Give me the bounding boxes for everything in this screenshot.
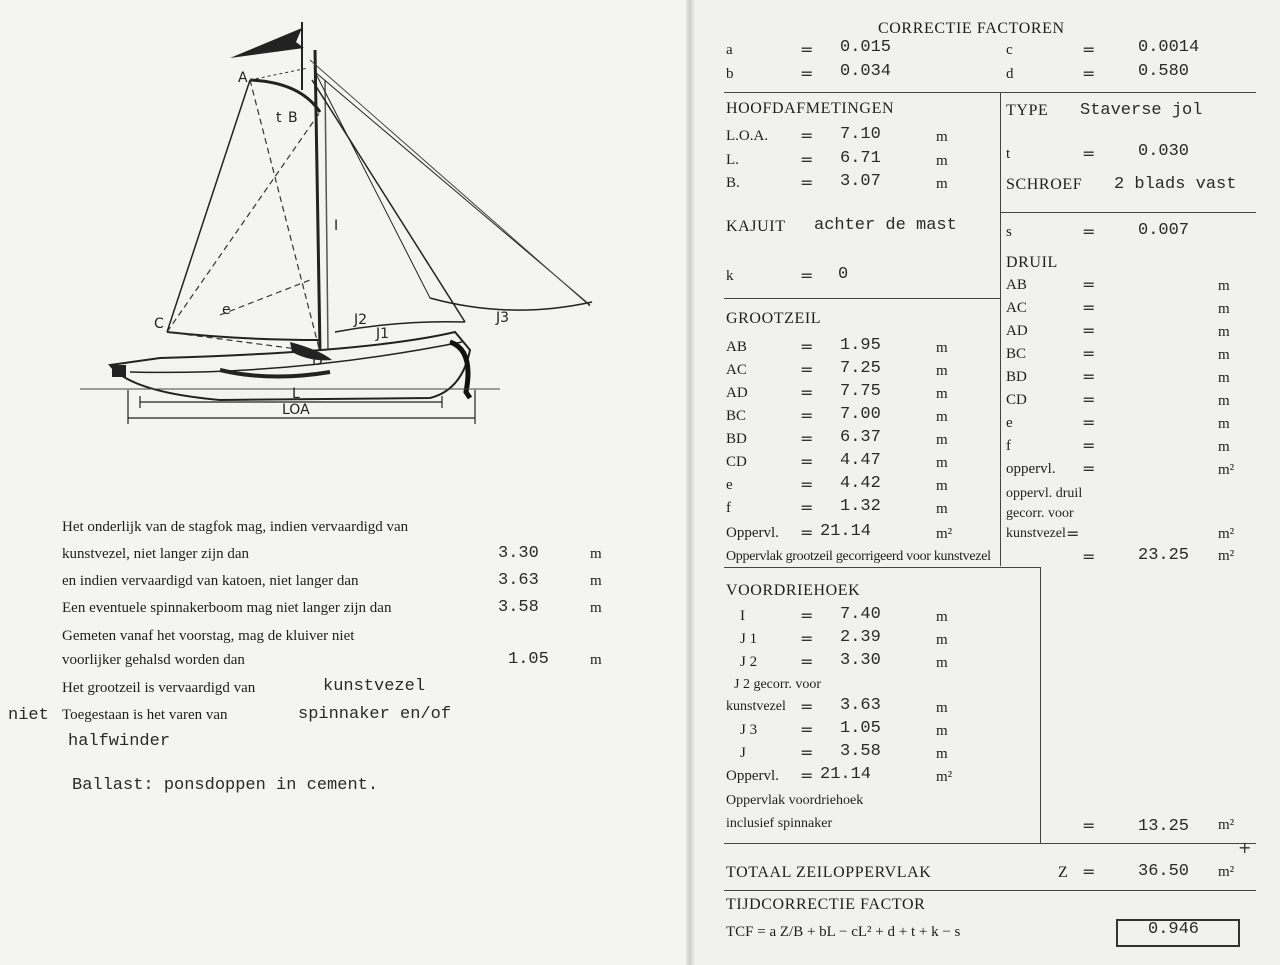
- eq-sign: =: [800, 606, 814, 625]
- sail-material-value: kunstvezel: [323, 677, 426, 696]
- vd-oppervl-value: 21.14: [820, 765, 872, 784]
- eq-sign: =: [1082, 275, 1096, 294]
- druil-title: DRUIL: [1006, 254, 1058, 271]
- row-value: 2.39: [840, 628, 881, 647]
- note-unit-2: m: [590, 546, 602, 562]
- row-value: 6.37: [840, 428, 881, 447]
- row-label: J: [740, 745, 746, 761]
- hull: [110, 332, 470, 400]
- row-label: CD: [1006, 392, 1027, 408]
- pennant-icon: [230, 28, 304, 58]
- row-unit: m: [936, 655, 948, 671]
- grootzeil-title: GROOTZEIL: [726, 310, 822, 327]
- row-label: f: [1006, 438, 1011, 454]
- note-unit-6: m: [590, 652, 602, 668]
- schroef-value: 2 blads vast: [1114, 175, 1237, 194]
- row-label: I: [740, 608, 745, 624]
- note-line-2: kunstvezel, niet langer zijn dan: [62, 546, 250, 562]
- row-label: BC: [726, 408, 747, 424]
- voordriehoek-title: VOORDRIEHOEK: [726, 582, 861, 599]
- vd-corr-value: 13.25: [1138, 817, 1190, 836]
- row-unit: m: [936, 609, 948, 625]
- row-unit: m: [936, 632, 948, 648]
- row-unit: m: [1218, 324, 1230, 340]
- row-unit: m: [936, 409, 948, 425]
- note-value-4: 3.58: [498, 598, 539, 617]
- row-value: 7.75: [840, 382, 881, 401]
- corr-d-label: d: [1006, 66, 1014, 82]
- hoofd-loa-label: L.O.A.: [726, 128, 769, 144]
- eq-sign: =: [800, 126, 814, 145]
- label-j2: J2: [354, 312, 368, 328]
- vd-corr-unit: m²: [1218, 817, 1235, 833]
- row-value: 3.30: [840, 651, 881, 670]
- druil-corr-line3: kunstvezel: [1006, 526, 1066, 541]
- kajuit-k-label: k: [726, 268, 734, 284]
- mast: [315, 50, 320, 352]
- note-unit-4: m: [590, 600, 602, 616]
- page-fold: [686, 0, 694, 965]
- grootzeil-corr-label: Oppervlak grootzeil gecorrigeerd voor kunstvezel: [726, 549, 991, 564]
- row-unit: m: [1218, 439, 1230, 455]
- hoofd-b-label: B.: [726, 175, 740, 191]
- row-unit: m: [936, 478, 948, 494]
- eq-sign: =: [800, 337, 814, 356]
- eq-sign: =: [1066, 524, 1080, 543]
- eq-sign: =: [800, 743, 814, 762]
- row-label: BD: [726, 431, 747, 447]
- eq-sign: =: [1082, 40, 1096, 59]
- row-label: e: [726, 477, 733, 493]
- row-unit: m: [936, 746, 948, 762]
- hoofd-b-value: 3.07: [840, 172, 881, 191]
- eq-sign: =: [1082, 862, 1096, 881]
- permission-prefix: niet: [8, 706, 49, 725]
- label-d: D: [312, 353, 323, 369]
- row-unit: m: [1218, 278, 1230, 294]
- totaal-unit: m²: [1218, 864, 1235, 880]
- row-value: 1.32: [840, 497, 881, 516]
- gaff: [250, 80, 320, 112]
- row-unit: m: [936, 386, 948, 402]
- label-c: C: [154, 316, 164, 332]
- schroef-s-label: s: [1006, 224, 1012, 240]
- rule: [724, 843, 1256, 844]
- eq-sign: =: [1082, 547, 1096, 566]
- tijdcorrectie-title: TIJDCORRECTIE FACTOR: [726, 896, 926, 913]
- rule: [1000, 212, 1256, 213]
- row-unit: m²: [1218, 462, 1235, 478]
- eq-sign: =: [1082, 64, 1096, 83]
- hoofd-l-unit: m: [936, 153, 948, 169]
- vd-j2corr-value: 3.63: [840, 696, 881, 715]
- row-value: 4.42: [840, 474, 881, 493]
- row-value: 3.58: [840, 742, 881, 761]
- corr-c-label: c: [1006, 42, 1013, 58]
- row-label: AC: [726, 362, 747, 378]
- row-unit: m: [1218, 393, 1230, 409]
- label-j1: J1: [376, 326, 390, 342]
- note-line-5: Gemeten vanaf het voorstag, mag de kluiver niet: [62, 628, 355, 644]
- corr-c-value: 0.0014: [1138, 38, 1200, 57]
- hoofd-loa-value: 7.10: [840, 125, 881, 144]
- label-i: I: [334, 218, 339, 234]
- row-value: 7.25: [840, 359, 881, 378]
- grootzeil-oppervl-unit: m²: [936, 526, 953, 542]
- note-line-1: Het onderlijk van de stagfok mag, indien vervaardigd van: [62, 519, 409, 535]
- kajuit-k-value: 0: [838, 265, 849, 284]
- row-label: BC: [1006, 346, 1027, 362]
- grootzeil-oppervl-value: 21.14: [820, 522, 872, 541]
- eq-sign: =: [800, 498, 814, 517]
- schroef-label: SCHROEF: [1006, 176, 1083, 193]
- schroef-s-value: 0.007: [1138, 221, 1190, 240]
- row-unit: m: [936, 363, 948, 379]
- vd-corr-line2: inclusief spinnaker: [726, 816, 833, 831]
- tcf-value: 0.946: [1148, 920, 1200, 939]
- note-value-6: 1.05: [508, 650, 549, 669]
- type-label: TYPE: [1006, 102, 1049, 119]
- hoofd-b-unit: m: [936, 176, 948, 192]
- row-label: BD: [1006, 369, 1027, 385]
- eq-sign: =: [800, 452, 814, 471]
- vd-corr-line1: Oppervlak voordriehoek: [726, 793, 864, 808]
- label-j3: J3: [496, 310, 510, 326]
- rule: [1040, 567, 1041, 843]
- eq-sign: =: [1082, 298, 1096, 317]
- permission-value: spinnaker en/of: [298, 705, 452, 724]
- permission-label: Toegestaan is het varen van: [62, 707, 228, 723]
- eq-sign: =: [1082, 413, 1096, 432]
- row-value: 7.40: [840, 605, 881, 624]
- eq-sign: =: [800, 652, 814, 671]
- row-label: AD: [1006, 323, 1028, 339]
- vd-j2corr-line2: kunstvezel: [726, 699, 786, 714]
- eq-sign: =: [1082, 144, 1096, 163]
- row-unit: m: [936, 432, 948, 448]
- row-value: 7.00: [840, 405, 881, 424]
- permission-value-2: halfwinder: [68, 732, 171, 751]
- hoofdafmetingen-title: HOOFDAFMETINGEN: [726, 100, 895, 117]
- vd-j2corr-line1: J 2 gecorr. voor: [734, 677, 822, 692]
- row-unit: m: [1218, 416, 1230, 432]
- hoofd-loa-unit: m: [936, 129, 948, 145]
- eq-sign: =: [800, 429, 814, 448]
- sail-material-label: Het grootzeil is vervaardigd van: [62, 680, 256, 696]
- row-label: AD: [726, 385, 748, 401]
- eq-sign: =: [800, 360, 814, 379]
- row-label: AC: [1006, 300, 1027, 316]
- eq-sign: =: [800, 766, 814, 785]
- totaal-value: 36.50: [1138, 862, 1190, 881]
- eq-sign: =: [800, 150, 814, 169]
- grootzeil-corr-unit: m²: [1218, 548, 1235, 564]
- row-label: J 2: [740, 654, 758, 670]
- rule: [724, 92, 1256, 93]
- vd-oppervl-label: Oppervl.: [726, 768, 779, 784]
- correctie-title: CORRECTIE FACTOREN: [878, 20, 1065, 37]
- rule: [724, 298, 1000, 299]
- eq-sign: =: [800, 383, 814, 402]
- eq-sign: =: [1082, 459, 1096, 478]
- row-label: AB: [1006, 277, 1027, 293]
- row-label: oppervl.: [1006, 461, 1056, 477]
- hoofd-l-value: 6.71: [840, 149, 881, 168]
- note-unit-3: m: [590, 573, 602, 589]
- totaal-label: TOTAAL ZEILOPPERVLAK: [726, 864, 932, 881]
- rule: [724, 890, 1256, 891]
- vd-j2corr-unit: m: [936, 700, 948, 716]
- label-t: t: [276, 110, 282, 126]
- label-loa: LOA: [282, 402, 310, 418]
- eq-sign: =: [800, 523, 814, 542]
- kajuit-label: KAJUIT: [726, 218, 786, 235]
- row-value: 4.47: [840, 451, 881, 470]
- eq-sign: =: [800, 40, 814, 59]
- hoofd-l-label: L.: [726, 152, 739, 168]
- druil-corr-unit: m²: [1218, 526, 1235, 542]
- row-unit: m: [936, 501, 948, 517]
- row-unit: m: [1218, 347, 1230, 363]
- grootzeil-corr-value: 23.25: [1138, 546, 1190, 565]
- eq-sign: =: [800, 173, 814, 192]
- type-t-value: 0.030: [1138, 142, 1190, 161]
- druil-corr-line2: gecorr. voor: [1006, 506, 1074, 521]
- eq-sign: =: [800, 629, 814, 648]
- note-value-2: 3.30: [498, 544, 539, 563]
- corr-a-value: 0.015: [840, 38, 892, 57]
- row-label: AB: [726, 339, 747, 355]
- note-line-6: voorlijker gehalsd worden dan: [62, 652, 245, 668]
- type-t-label: t: [1006, 146, 1011, 162]
- type-value: Staverse jol: [1080, 101, 1203, 120]
- rule: [1000, 92, 1001, 212]
- eq-sign: =: [800, 720, 814, 739]
- eq-sign: =: [1082, 344, 1096, 363]
- note-value-3: 3.63: [498, 571, 539, 590]
- eq-sign: =: [1082, 321, 1096, 340]
- row-label: f: [726, 500, 731, 516]
- ballast-note: Ballast: ponsdoppen in cement.: [72, 776, 379, 795]
- label-b: B: [288, 110, 298, 126]
- corr-a-label: a: [726, 42, 733, 58]
- eq-sign: =: [800, 697, 814, 716]
- totaal-z-label: Z: [1058, 864, 1068, 881]
- rule: [724, 567, 1040, 568]
- eq-sign: =: [1082, 390, 1096, 409]
- row-unit: m: [936, 455, 948, 471]
- row-label: J 3: [740, 722, 758, 738]
- row-unit: m: [1218, 370, 1230, 386]
- row-label: J 1: [740, 631, 758, 647]
- sailboat-diagram: [70, 20, 610, 430]
- eq-sign: =: [1082, 222, 1096, 241]
- rule: [1000, 212, 1001, 566]
- row-unit: m: [1218, 301, 1230, 317]
- eq-sign: =: [800, 64, 814, 83]
- eq-sign: =: [800, 266, 814, 285]
- eq-sign: =: [800, 475, 814, 494]
- row-label: e: [1006, 415, 1013, 431]
- note-line-3: en indien vervaardigd van katoen, niet langer dan: [62, 573, 359, 589]
- corr-b-value: 0.034: [840, 62, 892, 81]
- corr-b-label: b: [726, 66, 734, 82]
- tcf-formula: TCF = a Z/B + bL − cL² + d + t + k − s: [726, 924, 961, 940]
- eq-sign: =: [1082, 436, 1096, 455]
- label-a: A: [238, 70, 248, 86]
- row-value: 1.95: [840, 336, 881, 355]
- kajuit-value: achter de mast: [814, 216, 957, 235]
- label-e: e: [222, 302, 231, 318]
- row-label: CD: [726, 454, 747, 470]
- vd-oppervl-unit: m²: [936, 769, 953, 785]
- eq-sign: =: [1082, 816, 1096, 835]
- row-unit: m: [936, 723, 948, 739]
- label-l: L: [292, 386, 300, 402]
- eq-sign: =: [1082, 367, 1096, 386]
- plus-sign: +: [1238, 838, 1252, 857]
- druil-corr-line1: oppervl. druil: [1006, 486, 1083, 501]
- row-unit: m: [936, 340, 948, 356]
- eq-sign: =: [800, 406, 814, 425]
- corr-d-value: 0.580: [1138, 62, 1190, 81]
- note-line-4: Een eventuele spinnakerboom mag niet langer zijn dan: [62, 600, 392, 616]
- grootzeil-oppervl-label: Oppervl.: [726, 525, 779, 541]
- row-value: 1.05: [840, 719, 881, 738]
